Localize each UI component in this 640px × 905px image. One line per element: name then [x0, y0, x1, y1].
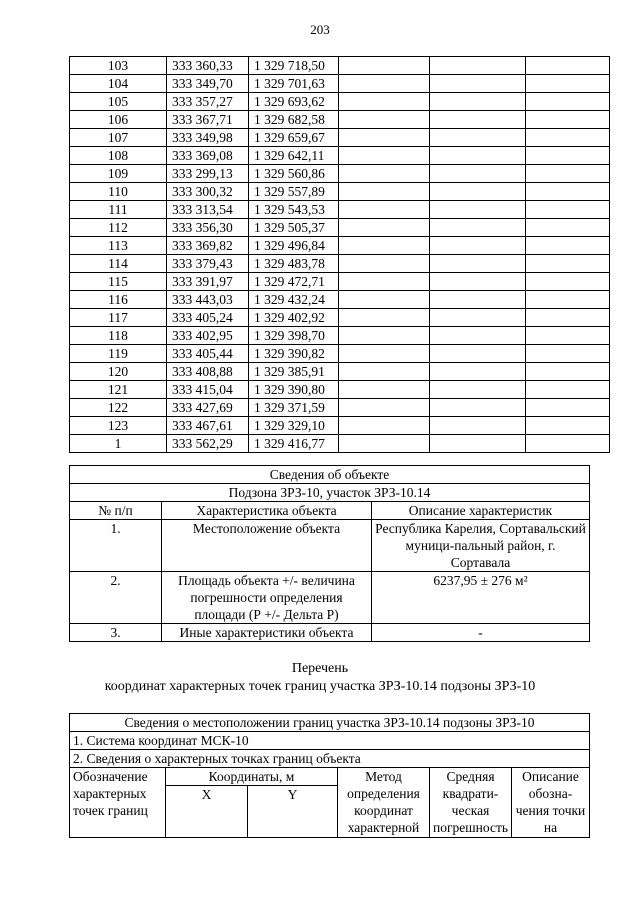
x-coordinate: 333 467,61 — [167, 417, 249, 435]
description-cell — [526, 381, 610, 399]
method-cell — [339, 93, 430, 111]
method-cell — [339, 165, 430, 183]
description-cell — [526, 147, 610, 165]
precision-cell — [430, 435, 526, 453]
x-coordinate: 333 369,08 — [167, 147, 249, 165]
y-coordinate: 1 329 543,53 — [249, 201, 339, 219]
precision-cell — [430, 273, 526, 291]
method-cell — [339, 183, 430, 201]
point-number: 116 — [70, 291, 167, 309]
y-coordinate: 1 329 472,71 — [249, 273, 339, 291]
description-cell — [526, 75, 610, 93]
precision-cell — [430, 363, 526, 381]
coordinate-row — [70, 327, 610, 345]
method-cell — [339, 327, 430, 345]
coordinate-row — [70, 273, 610, 291]
col-designation: Обозначение характерных точек границ — [70, 768, 166, 838]
description-cell — [526, 57, 610, 75]
point-number: 103 — [70, 57, 167, 75]
description-cell — [526, 309, 610, 327]
row-number: 3. — [70, 624, 162, 642]
point-number: 106 — [70, 111, 167, 129]
description-cell — [526, 273, 610, 291]
boundary-title: Сведения о местоположении границ участка ЗРЗ-10.14 подзоны ЗРЗ-10 — [70, 714, 590, 732]
description-cell — [526, 363, 610, 381]
method-cell — [339, 147, 430, 165]
x-coordinate: 333 391,97 — [167, 273, 249, 291]
method-cell — [339, 255, 430, 273]
y-coordinate: 1 329 682,58 — [249, 111, 339, 129]
description-cell — [526, 435, 610, 453]
coordinate-row — [70, 345, 610, 363]
point-number: 104 — [70, 75, 167, 93]
precision-cell — [430, 327, 526, 345]
col-method: Метод определения координат характерной — [338, 768, 430, 838]
precision-cell — [430, 129, 526, 147]
method-cell — [339, 417, 430, 435]
point-number: 121 — [70, 381, 167, 399]
points-info: 2. Сведения о характерных точках границ объекта — [70, 750, 590, 768]
precision-cell — [430, 399, 526, 417]
y-coordinate: 1 329 432,24 — [249, 291, 339, 309]
object-info-title: Сведения об объекте — [70, 466, 590, 484]
coordinate-row — [70, 237, 610, 255]
x-coordinate: 333 300,32 — [167, 183, 249, 201]
col-x: X — [166, 786, 248, 838]
point-number: 107 — [70, 129, 167, 147]
method-cell — [339, 237, 430, 255]
precision-cell — [430, 201, 526, 219]
description-cell — [526, 255, 610, 273]
row-description: 6237,95 ± 276 м² — [372, 572, 590, 624]
point-number: 105 — [70, 93, 167, 111]
y-coordinate: 1 329 329,10 — [249, 417, 339, 435]
point-number: 114 — [70, 255, 167, 273]
coordinate-row — [70, 147, 610, 165]
y-coordinate: 1 329 402,92 — [249, 309, 339, 327]
precision-cell — [430, 219, 526, 237]
header-description: Описание характеристик — [372, 502, 590, 520]
description-cell — [526, 237, 610, 255]
precision-cell — [430, 417, 526, 435]
coordinate-row — [70, 435, 610, 453]
x-coordinate: 333 349,70 — [167, 75, 249, 93]
y-coordinate: 1 329 371,59 — [249, 399, 339, 417]
precision-cell — [430, 147, 526, 165]
coordinate-row — [70, 165, 610, 183]
method-cell — [339, 75, 430, 93]
y-coordinate: 1 329 416,77 — [249, 435, 339, 453]
description-cell — [526, 111, 610, 129]
y-coordinate: 1 329 659,67 — [249, 129, 339, 147]
header-characteristic: Характеристика объекта — [162, 502, 372, 520]
point-number: 117 — [70, 309, 167, 327]
method-cell — [339, 291, 430, 309]
page-number: 203 — [310, 22, 330, 37]
point-number: 1 — [70, 435, 167, 453]
x-coordinate: 333 415,04 — [167, 381, 249, 399]
x-coordinate: 333 443,03 — [167, 291, 249, 309]
point-number: 123 — [70, 417, 167, 435]
coordinate-row — [70, 75, 610, 93]
method-cell — [339, 435, 430, 453]
description-cell — [526, 345, 610, 363]
point-number: 122 — [70, 399, 167, 417]
x-coordinate: 333 367,71 — [167, 111, 249, 129]
coordinate-system: 1. Система координат МСК-10 — [70, 732, 590, 750]
point-number: 108 — [70, 147, 167, 165]
x-coordinate: 333 379,43 — [167, 255, 249, 273]
x-coordinate: 333 562,29 — [167, 435, 249, 453]
method-cell — [339, 309, 430, 327]
coordinate-row — [70, 111, 610, 129]
coordinates-table — [69, 56, 610, 453]
precision-cell — [430, 345, 526, 363]
row-number: 1. — [70, 520, 162, 572]
description-cell — [526, 183, 610, 201]
y-coordinate: 1 329 496,84 — [249, 237, 339, 255]
y-coordinate: 1 329 701,63 — [249, 75, 339, 93]
x-coordinate: 333 356,30 — [167, 219, 249, 237]
row-description: Республика Карелия, Сортавальский муници-пальный район, г. Сортавала — [372, 520, 590, 572]
point-number: 119 — [70, 345, 167, 363]
coordinate-row — [70, 57, 610, 75]
y-coordinate: 1 329 385,91 — [249, 363, 339, 381]
row-characteristic: Иные характеристики объекта — [162, 624, 372, 642]
y-coordinate: 1 329 560,86 — [249, 165, 339, 183]
description-cell — [526, 219, 610, 237]
y-coordinate: 1 329 398,70 — [249, 327, 339, 345]
x-coordinate: 333 313,54 — [167, 201, 249, 219]
x-coordinate: 333 405,24 — [167, 309, 249, 327]
description-cell — [526, 327, 610, 345]
precision-cell — [430, 75, 526, 93]
coordinate-row — [70, 183, 610, 201]
coordinate-row — [70, 363, 610, 381]
precision-cell — [430, 291, 526, 309]
y-coordinate: 1 329 718,50 — [249, 57, 339, 75]
precision-cell — [430, 309, 526, 327]
list-subheading: координат характерных точек границ участка ЗРЗ-10.14 подзоны ЗРЗ-10 — [104, 679, 536, 694]
coordinate-row — [70, 291, 610, 309]
point-number: 109 — [70, 165, 167, 183]
coordinate-row — [70, 381, 610, 399]
method-cell — [339, 345, 430, 363]
x-coordinate: 333 405,44 — [167, 345, 249, 363]
point-number: 120 — [70, 363, 167, 381]
coordinate-row — [70, 417, 610, 435]
boundary-table — [69, 713, 590, 838]
method-cell — [339, 201, 430, 219]
description-cell — [526, 165, 610, 183]
precision-cell — [430, 381, 526, 399]
precision-cell — [430, 57, 526, 75]
precision-cell — [430, 93, 526, 111]
precision-cell — [430, 237, 526, 255]
method-cell — [339, 129, 430, 147]
description-cell — [526, 417, 610, 435]
col-coordinates: Координаты, м — [166, 768, 338, 786]
x-coordinate: 333 427,69 — [167, 399, 249, 417]
row-description: - — [372, 624, 590, 642]
coordinate-row — [70, 255, 610, 273]
object-info-subtitle: Подзона ЗРЗ-10, участок ЗРЗ-10.14 — [70, 484, 590, 502]
method-cell — [339, 219, 430, 237]
description-cell — [526, 129, 610, 147]
col-precision: Средняя квадрати-ческая погрешность — [430, 768, 512, 838]
description-cell — [526, 93, 610, 111]
method-cell — [339, 57, 430, 75]
point-number: 112 — [70, 219, 167, 237]
y-coordinate: 1 329 390,82 — [249, 345, 339, 363]
y-coordinate: 1 329 483,78 — [249, 255, 339, 273]
x-coordinate: 333 402,95 — [167, 327, 249, 345]
y-coordinate: 1 329 642,11 — [249, 147, 339, 165]
description-cell — [526, 291, 610, 309]
coordinate-row — [70, 201, 610, 219]
method-cell — [339, 363, 430, 381]
point-number: 111 — [70, 201, 167, 219]
col-description: Описание обозна-чения точки на — [512, 768, 590, 838]
precision-cell — [430, 255, 526, 273]
coordinate-row — [70, 93, 610, 111]
point-number: 118 — [70, 327, 167, 345]
method-cell — [339, 399, 430, 417]
x-coordinate: 333 299,13 — [167, 165, 249, 183]
col-y: Y — [248, 786, 338, 838]
point-number: 113 — [70, 237, 167, 255]
x-coordinate: 333 408,88 — [167, 363, 249, 381]
x-coordinate: 333 360,33 — [167, 57, 249, 75]
list-heading: Перечень — [291, 661, 349, 676]
method-cell — [339, 111, 430, 129]
y-coordinate: 1 329 693,62 — [249, 93, 339, 111]
coordinate-row — [70, 219, 610, 237]
description-cell — [526, 399, 610, 417]
row-characteristic: Площадь объекта +/- величина погрешности определения площади (Р +/- Дельта Р) — [162, 572, 372, 624]
y-coordinate: 1 329 505,37 — [249, 219, 339, 237]
x-coordinate: 333 357,27 — [167, 93, 249, 111]
x-coordinate: 333 369,82 — [167, 237, 249, 255]
precision-cell — [430, 165, 526, 183]
row-characteristic: Местоположение объекта — [162, 520, 372, 572]
precision-cell — [430, 183, 526, 201]
y-coordinate: 1 329 390,80 — [249, 381, 339, 399]
method-cell — [339, 273, 430, 291]
description-cell — [526, 201, 610, 219]
y-coordinate: 1 329 557,89 — [249, 183, 339, 201]
coordinate-row — [70, 399, 610, 417]
coordinate-row — [70, 129, 610, 147]
point-number: 110 — [70, 183, 167, 201]
method-cell — [339, 381, 430, 399]
header-number: № п/п — [70, 502, 162, 520]
x-coordinate: 333 349,98 — [167, 129, 249, 147]
row-number: 2. — [70, 572, 162, 624]
precision-cell — [430, 111, 526, 129]
coordinate-row — [70, 309, 610, 327]
point-number: 115 — [70, 273, 167, 291]
object-info-table — [69, 465, 590, 642]
